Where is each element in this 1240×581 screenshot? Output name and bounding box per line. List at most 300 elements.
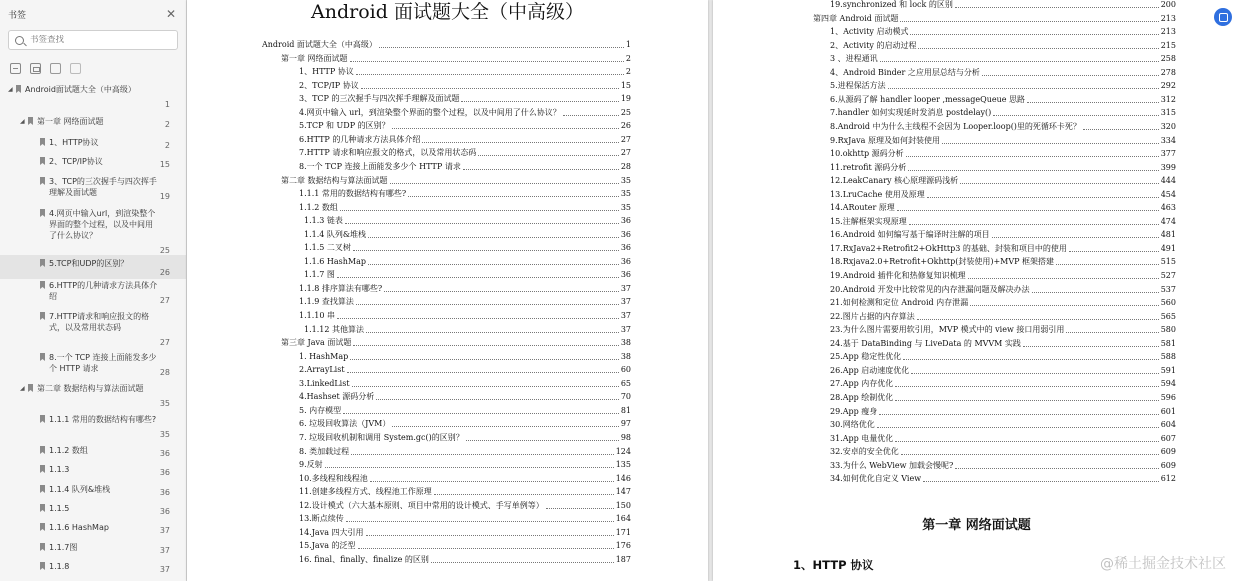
toc-leader-dots — [992, 230, 1159, 238]
toc-leader-dots — [1083, 122, 1159, 130]
close-icon[interactable]: ✕ — [165, 7, 176, 21]
toc-entry-title: 19.Android 插件化和热修复知识梳理 — [830, 271, 966, 280]
toc-entry[interactable] — [830, 285, 1176, 295]
toc-entry-page: 98 — [620, 432, 631, 442]
toc-entry[interactable] — [830, 81, 1176, 91]
bookmark-item[interactable] — [0, 411, 186, 441]
toc-entry-page: 560 — [1160, 298, 1176, 308]
bookmark-page-number: 25 — [159, 246, 170, 255]
toc-entry-title: 第一章 网络面试题 — [281, 53, 348, 63]
toc-entry-page: 565 — [1160, 311, 1176, 321]
toc-entry[interactable] — [830, 325, 1176, 335]
toc-leader-dots — [911, 366, 1158, 374]
toc-leader-dots — [358, 541, 614, 549]
toc-entry-page: 36 — [620, 216, 631, 226]
toc-entry[interactable] — [830, 474, 1176, 484]
toc-entry-page: 491 — [1160, 243, 1176, 253]
bookmark-page-number: 36 — [159, 468, 170, 477]
toc-entry-page: 38 — [620, 351, 631, 361]
toc-entry-title: 13.断点续传 — [299, 514, 344, 524]
toc-entry[interactable] — [299, 419, 631, 429]
toc-leader-dots — [908, 163, 1158, 171]
toc-leader-dots — [1023, 339, 1159, 347]
toc-entry[interactable] — [281, 54, 631, 64]
toc-entry-page: 312 — [1160, 94, 1176, 104]
bookmark-item[interactable] — [0, 558, 186, 576]
bookmark-page-number: 37 — [159, 565, 170, 574]
bookmark-item[interactable] — [0, 380, 186, 410]
toc-leader-dots — [877, 420, 1159, 428]
toc-entry[interactable] — [304, 257, 631, 267]
toc-entry-title: 28.App 绘制优化 — [830, 392, 894, 402]
bookmark-item[interactable] — [0, 349, 186, 379]
toc-entry-title: 23.为什么图片需要用软引用，MVP 模式中的 view 接口用弱引用 — [830, 325, 1065, 335]
toc-entry-title: 17.RxJava2+Retrofit2+OkHttp3 的基础、封装和项目中的使用 — [830, 243, 1067, 253]
toc-leader-dots — [546, 501, 614, 509]
toc-leader-dots — [350, 352, 619, 360]
toc-entry[interactable] — [830, 393, 1176, 403]
bookmark-page-number: 2 — [164, 120, 170, 129]
toc-entry[interactable] — [299, 447, 631, 457]
search-icon — [15, 36, 24, 45]
toc-entry[interactable] — [299, 135, 631, 145]
toc-entry-page: 588 — [1160, 352, 1176, 362]
toc-entry-page: 171 — [615, 527, 631, 537]
expand-toggle-icon[interactable]: ◢ — [8, 86, 13, 93]
toc-entry-title: 19.synchronized 和 lock 的区别 — [830, 0, 953, 9]
bookmark-item[interactable] — [0, 481, 186, 499]
toc-entry-title: 5. 内存模型 — [299, 405, 342, 415]
toc-leader-dots — [356, 297, 619, 305]
toc-leader-dots — [895, 393, 1158, 401]
bookmark-label: Android面试题大全（中高级） — [25, 85, 136, 94]
toc-entry[interactable] — [830, 122, 1176, 132]
bookmark-toolbar — [0, 50, 186, 78]
bookmark-label: 3、TCP的三次握手与四次挥手理解及面试题 — [49, 177, 157, 197]
bookmark-label: 1.1.3 — [49, 465, 70, 474]
bookmark-item[interactable] — [0, 81, 186, 111]
bookmark-item[interactable] — [0, 308, 186, 349]
bookmark-page-number: 35 — [159, 430, 170, 439]
toc-entry-title: 2、TCP/IP 协议 — [299, 80, 359, 90]
toc-entry-title: 16.Android 如何编写基于编译时注解的项目 — [830, 230, 990, 240]
toc-entry-page: 147 — [615, 487, 631, 497]
toc-leader-dots — [337, 270, 619, 278]
toc-entry[interactable] — [830, 447, 1176, 457]
toc-entry-page: 200 — [1160, 0, 1176, 9]
toc-entry[interactable] — [830, 352, 1176, 362]
toc-entry-page: 607 — [1160, 433, 1176, 443]
toc-leader-dots — [563, 108, 619, 116]
toc-leader-dots — [343, 406, 619, 414]
toc-entry-title: 10.多线程和线程池 — [299, 473, 368, 483]
toc-entry-page: 37 — [620, 283, 631, 293]
toc-leader-dots — [900, 14, 1158, 22]
toc-entry-page: 60 — [620, 365, 631, 375]
toc-entry-page: 81 — [620, 405, 631, 415]
toc-entry-title: 31.App 电量优化 — [830, 433, 894, 443]
toc-entry[interactable] — [299, 541, 631, 551]
toc-entry-page: 70 — [620, 392, 631, 402]
bookmark-label: 4.网页中输入url，到渲染整个界面的整个过程，以及中间用了什么协议？ — [49, 209, 156, 240]
toc-entry-page: 315 — [1160, 108, 1176, 118]
toc-entry[interactable] — [830, 149, 1176, 159]
toc-entry[interactable] — [830, 230, 1176, 240]
toc-leader-dots — [376, 392, 619, 400]
bookmark-item[interactable] — [0, 277, 186, 307]
bookmark-icon — [16, 85, 21, 93]
toc-entry[interactable] — [304, 325, 631, 335]
bookmark-icon — [28, 117, 33, 125]
bookmark-icon — [40, 312, 45, 320]
toc-entry[interactable] — [830, 217, 1176, 227]
toc-entry[interactable] — [262, 40, 631, 50]
toc-entry[interactable] — [299, 392, 631, 402]
toc-entry[interactable] — [304, 270, 631, 280]
toc-entry[interactable] — [299, 501, 631, 511]
toc-entry[interactable] — [299, 203, 631, 213]
bookmark-label: 6.HTTP的几种请求方法具体介绍 — [49, 281, 158, 301]
toc-entry[interactable] — [813, 14, 1176, 24]
toc-entry-page: 1 — [625, 40, 631, 49]
toc-entry[interactable] — [830, 176, 1176, 186]
toc-entry[interactable] — [830, 379, 1176, 389]
toc-entry[interactable] — [830, 203, 1176, 213]
toc-entry[interactable] — [830, 461, 1176, 471]
toc-entry-title: 第四章 Android 面试题 — [813, 13, 899, 23]
toc-entry[interactable] — [830, 257, 1176, 267]
toc-entry-title: 1、HTTP 协议 — [299, 67, 354, 77]
toc-leader-dots — [366, 325, 619, 333]
toc-entry-title: 27.App 内存优化 — [830, 379, 894, 389]
bookmark-item[interactable] — [0, 153, 186, 171]
toc-entry-page: 334 — [1160, 135, 1176, 145]
bookmark-label: 8.一个 TCP 连接上面能发多少个 HTTP 请求 — [49, 353, 157, 373]
toc-entry-page: 37 — [620, 324, 631, 334]
toc-leader-dots — [461, 94, 618, 102]
toc-entry[interactable] — [830, 108, 1176, 118]
toc-entry-title: 8.Android 中为什么主线程不会因为 Looper.loop()里的死循环卡死？ — [830, 121, 1081, 131]
toc-entry-title: 26.App 启动速度优化 — [830, 365, 910, 375]
bookmark-search[interactable] — [8, 30, 178, 50]
toc-entry[interactable] — [299, 487, 631, 497]
bookmark-icon — [40, 259, 45, 267]
toc-entry-title: 1.1.7 图 — [304, 270, 335, 280]
toc-entry[interactable] — [830, 420, 1176, 430]
toc-entry-page: 146 — [615, 473, 631, 483]
bookmark-label: 1.1.7图 — [49, 543, 78, 552]
toc-entry-title: 8. 类加载过程 — [299, 446, 350, 456]
bookmark-item[interactable] — [0, 500, 186, 518]
bookmark-label: 1.1.1 常用的数据结构有哪些? — [49, 415, 157, 424]
bookmark-icon — [40, 562, 45, 570]
bookmark-label: 1.1.4 队列&堆栈 — [49, 485, 111, 494]
toc-entry-title: 1.1.2 数组 — [299, 202, 338, 212]
toc-entry-page: 35 — [620, 175, 631, 185]
toc-entry-title: 16. final、finally、finalize 的区别 — [299, 554, 429, 564]
toc-leader-dots — [895, 379, 1158, 387]
toc-entry[interactable] — [299, 379, 631, 389]
toc-leader-dots — [879, 407, 1158, 415]
toc-entry-page: 463 — [1160, 203, 1176, 213]
expand-toggle-icon[interactable]: ◢ — [20, 118, 25, 125]
bookmark-page-number: 26 — [159, 268, 170, 277]
toc-leader-dots — [350, 54, 624, 62]
bookmark-page-number: 15 — [159, 160, 170, 169]
toc-leader-dots — [353, 243, 619, 251]
toc-entry[interactable] — [304, 230, 631, 240]
toc-entry-title: 2、Activity 的启动过程 — [830, 40, 917, 50]
bookmark-label: 1.1.8 — [49, 562, 70, 571]
toc-leader-dots — [942, 136, 1159, 144]
toc-entry-title: 12.LeakCanary 核心原理源码浅析 — [830, 176, 959, 186]
bookmark-label: 1.1.2 数组 — [49, 446, 88, 455]
bookmark-icon — [40, 415, 45, 423]
bookmark-item[interactable] — [0, 519, 186, 537]
bookmark-item[interactable] — [0, 134, 186, 152]
toc-entry[interactable] — [830, 434, 1176, 444]
expand-all-icon[interactable] — [10, 63, 21, 74]
expand-toggle-icon[interactable]: ◢ — [20, 385, 25, 392]
toc-entry-title: 15.注解框架实现原理 — [830, 216, 907, 226]
toc-leader-dots — [901, 447, 1159, 455]
toc-entry[interactable] — [299, 67, 631, 77]
watermark: @稀土掘金技术社区 — [1100, 556, 1226, 572]
toc-entry-title: 1.1.1 常用的数据结构有哪些? — [299, 189, 407, 199]
toc-entry[interactable] — [299, 108, 631, 118]
toc-entry[interactable] — [830, 312, 1176, 322]
toc-entry-page: 601 — [1160, 406, 1176, 416]
toc-entry[interactable] — [830, 339, 1176, 349]
toc-entry-page: 97 — [620, 419, 631, 429]
toc-entry-title: 4、Android Binder 之应用层总结与分析 — [830, 67, 980, 77]
toc-entry[interactable] — [830, 54, 1176, 64]
toc-entry-title: 1.1.5 二叉树 — [304, 243, 351, 253]
bookmark-icon — [28, 384, 33, 392]
section-heading: 1、HTTP 协议 — [793, 558, 874, 572]
toc-entry[interactable] — [830, 163, 1176, 173]
toc-entry-page: 527 — [1160, 271, 1176, 280]
toc-entry-title: 7.HTTP 请求和响应报文的格式，以及常用状态码 — [299, 148, 477, 158]
toc-entry-page: 35 — [620, 202, 631, 212]
toc-entry-page: 37 — [620, 297, 631, 307]
bookmark-icon — [40, 138, 45, 146]
toc-entry[interactable] — [299, 162, 631, 172]
toc-entry[interactable] — [299, 297, 631, 307]
toc-entry[interactable] — [281, 176, 631, 186]
collapse-all-icon[interactable] — [30, 63, 41, 74]
toc-entry[interactable] — [299, 352, 631, 362]
toc-leader-dots — [368, 230, 619, 238]
toc-entry-page: 19 — [620, 94, 631, 104]
toc-entry-page: 135 — [615, 460, 631, 470]
bookmark-page-number: 36 — [159, 507, 170, 516]
toc-leader-dots — [431, 555, 614, 563]
toc-leader-dots — [361, 81, 619, 89]
toc-entry-title: 第三章 Java 面试题 — [281, 338, 352, 348]
toc-entry-title: 15.Java 的泛型 — [299, 541, 356, 551]
toc-entry-page: 215 — [1160, 40, 1176, 50]
toc-entry[interactable] — [299, 121, 631, 131]
bookmark-page-number: 2 — [164, 141, 170, 150]
toc-entry[interactable] — [299, 189, 631, 199]
bookmark-label: 第一章 网络面试题 — [37, 117, 104, 126]
toc-entry-title: 1.1.6 HashMap — [304, 256, 366, 266]
toc-entry-title: 13.LruCache 使用及原理 — [830, 189, 925, 199]
toc-leader-dots — [1056, 257, 1159, 265]
bookmark-icon — [40, 465, 45, 473]
toc-entry-title: 3.LinkedList — [299, 378, 350, 388]
toc-entry[interactable] — [299, 94, 631, 104]
toc-entry-title: 21.如何检测和定位 Android 内存泄漏 — [830, 298, 969, 308]
bookmark-item[interactable] — [0, 173, 186, 203]
toc-entry-title: 14.ARouter 原理 — [830, 203, 895, 213]
toc-leader-dots — [325, 460, 614, 468]
toc-leader-dots — [918, 41, 1158, 49]
bookmark-page-number: 35 — [159, 399, 170, 408]
toc-entry-page: 36 — [620, 270, 631, 280]
toc-entry-title: 4.网页中输入 url，到渲染整个界面的整个过程，以及中间用了什么协议？ — [299, 107, 561, 117]
toc-entry-page: 481 — [1160, 230, 1176, 240]
toc-entry[interactable] — [830, 68, 1176, 78]
bookmark-item[interactable] — [0, 442, 186, 460]
toc-entry[interactable] — [830, 190, 1176, 200]
bookmark-page-number: 28 — [159, 368, 170, 377]
toc-entry[interactable] — [830, 0, 1176, 10]
toc-entry-title: 33.为什么 WebView 加载会慢呢? — [830, 460, 954, 470]
toc-entry-page: 35 — [620, 189, 631, 199]
toc-entry-title: 1. HashMap — [299, 351, 349, 361]
toc-entry[interactable] — [830, 95, 1176, 105]
toc-entry[interactable] — [299, 365, 631, 375]
toc-entry-page: 28 — [620, 161, 631, 171]
toc-entry[interactable] — [281, 338, 631, 348]
pdf-page-left — [187, 0, 708, 581]
toc-entry-page: 27 — [620, 148, 631, 158]
toc-entry-title: 第二章 数据结构与算法面试题 — [281, 175, 388, 185]
bookmark-icon — [40, 523, 45, 531]
toc-entry-page: 278 — [1160, 67, 1176, 77]
toc-entry[interactable] — [299, 433, 631, 443]
toc-entry-title: 7. 垃圾回收机制和调用 System.gc()的区别？ — [299, 432, 464, 442]
bookmark-item[interactable] — [0, 539, 186, 557]
delete-bookmark-icon[interactable] — [70, 63, 81, 74]
toc-entry-title: 9.RxJava 原理及如何封装使用 — [830, 135, 940, 145]
toc-entry[interactable] — [830, 366, 1176, 376]
toc-entry[interactable] — [299, 528, 631, 538]
toc-entry-title: 18.Rxjava2.0+Retrofit+Okhttp(封装使用)+MVP 框架搭建 — [830, 257, 1055, 267]
toc-entry[interactable] — [299, 555, 631, 565]
toc-leader-dots — [379, 40, 624, 48]
toc-entry[interactable] — [299, 460, 631, 470]
toc-entry-page: 36 — [620, 229, 631, 239]
toc-leader-dots — [408, 189, 619, 197]
toc-entry-title: 20.Android 开发中比较常见的内存泄漏问题及解决办法 — [830, 284, 1030, 294]
toc-leader-dots — [1032, 285, 1159, 293]
toc-leader-dots — [895, 434, 1158, 442]
toc-entry-title: 1.1.3 链表 — [304, 216, 343, 226]
toc-entry-title: 12.设计模式（六大基本原则、项目中常用的设计模式、手写单例等） — [299, 500, 544, 510]
toc-entry[interactable] — [299, 81, 631, 91]
toc-entry[interactable] — [304, 243, 631, 253]
toc-entry-page: 26 — [620, 121, 631, 131]
toc-entry-page: 320 — [1160, 121, 1176, 131]
bookmark-sidebar — [0, 0, 187, 581]
toc-entry[interactable] — [299, 474, 631, 484]
toc-entry-page: 474 — [1160, 216, 1176, 226]
toc-leader-dots — [478, 148, 618, 156]
toc-entry[interactable] — [830, 271, 1176, 281]
add-bookmark-icon[interactable] — [50, 63, 61, 74]
toc-entry[interactable] — [830, 298, 1176, 308]
bookmark-item[interactable] — [0, 205, 186, 257]
toc-leader-dots — [392, 121, 619, 129]
sidebar-header — [0, 0, 186, 28]
bookmark-item[interactable] — [0, 255, 186, 279]
bookmark-item[interactable] — [0, 461, 186, 479]
toc-entry-page: 176 — [615, 541, 631, 551]
toc-entry-page: 2 — [625, 53, 631, 63]
toc-leader-dots — [370, 474, 614, 482]
toc-entry[interactable] — [830, 27, 1176, 37]
toc-entry-title: 3 、进程通讯 — [830, 54, 878, 64]
toc-entry[interactable] — [299, 148, 631, 158]
toc-entry-title: 14.Java 四大引用 — [299, 527, 364, 537]
toc-entry-page: 2 — [625, 67, 631, 77]
toc-leader-dots — [880, 54, 1159, 62]
toc-entry-page: 515 — [1160, 257, 1176, 267]
toc-entry-title: 5.TCP 和 UDP 的区别？ — [299, 121, 390, 131]
bookmark-page-number: 36 — [159, 449, 170, 458]
toc-entry-title: 25.App 稳定性优化 — [830, 352, 902, 362]
toc-leader-dots — [982, 68, 1159, 76]
toc-entry[interactable] — [299, 284, 631, 294]
toc-entry[interactable] — [830, 136, 1176, 146]
toc-entry-page: 37 — [620, 311, 631, 320]
toc-entry[interactable] — [830, 407, 1176, 417]
toc-entry[interactable] — [830, 41, 1176, 51]
toc-entry[interactable] — [299, 514, 631, 524]
toc-entry[interactable] — [304, 216, 631, 226]
toc-leader-dots — [466, 433, 619, 441]
toc-leader-dots — [917, 312, 1159, 320]
toc-leader-dots — [422, 135, 618, 143]
bookmark-item[interactable] — [0, 113, 186, 131]
bookmark-icon — [40, 504, 45, 512]
toc-entry-title: 8.一个 TCP 连接上面能发多少个 HTTP 请求 — [299, 161, 461, 171]
toc-leader-dots — [910, 27, 1158, 35]
toc-entry-page: 594 — [1160, 379, 1176, 389]
toc-entry-title: 24.基于 DataBinding 与 LiveData 的 MVVM 实践 — [830, 338, 1021, 348]
bookmark-label: 1.1.6 HashMap — [49, 523, 109, 532]
toc-entry-title: 3、TCP 的三次握手与四次挥手理解及面试题 — [299, 94, 460, 104]
toc-entry-title: 1、Activity 启动模式 — [830, 27, 909, 37]
toc-entry[interactable] — [299, 406, 631, 416]
bookmark-page-number: 1 — [164, 100, 170, 109]
toc-entry[interactable] — [299, 311, 631, 321]
bookmark-label: 1.1.5 — [49, 504, 70, 513]
floating-action-button[interactable] — [1214, 8, 1232, 26]
toc-leader-dots — [923, 474, 1159, 482]
toc-entry-title: 9.反射 — [299, 460, 323, 470]
bookmark-label: 2、TCP/IP协议 — [49, 157, 103, 166]
bookmark-page-number: 27 — [159, 338, 170, 347]
toc-entry-title: 1.1.8 排序算法有哪些? — [299, 283, 383, 293]
bookmark-page-number: 36 — [159, 488, 170, 497]
toc-entry-page: 609 — [1160, 460, 1176, 470]
toc-entry[interactable] — [830, 244, 1176, 254]
bookmark-search-input[interactable] — [30, 35, 170, 45]
